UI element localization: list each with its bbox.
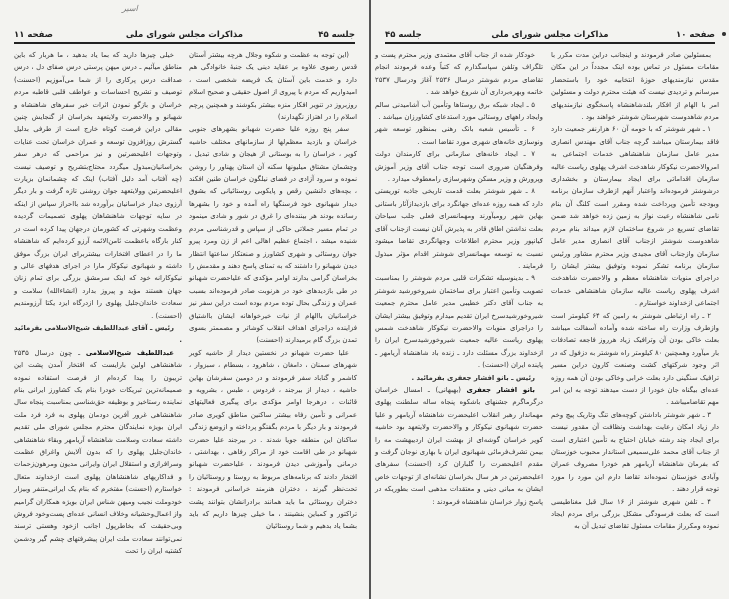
bullet-mark	[722, 32, 726, 36]
paragraph-text: رئیس ـ بانو افشار جعفری بفرمائید .	[411, 373, 535, 382]
chair-remark	[14, 322, 182, 347]
speaker-name: بانو افشار جعفری	[466, 385, 535, 394]
paragraph	[375, 49, 543, 99]
session-number: جلسه ۴۵	[318, 30, 355, 40]
paragraph	[14, 347, 182, 558]
paragraph	[551, 409, 719, 496]
text-column-left	[14, 49, 182, 558]
paragraph-text: ۱ ـ شهر شوشتر که با حومه آن ۶۰ هزارنفر جمعیت دارد فاقد بیمارستان میباشد گرچه جناب آقای مهندس انصاری مدیر عامل سازمان شاهنشاهی خدمات اجتماعی به امروالاحضرت نیکوکار شاهدخت اشرف پهلوی ریاست عالیه سازمان اقداماتی برای ایجاد بیمارستان و بخشداری درشوشتر فرموده‌اند واعتبار آنهم ازطرف سازمان برنامه وبودجه تأمین وپرداخت شده ومقرر است کلنگ آن بنام نامی شاهنشاه رعیت نواز به زمین زده خواهد شد ضمن تقاضای تسریع در شروع ساختمان لازم میداند بنام مردم شاهدوست شوشتر ازجناب آقای انصاری مدیر عامل سازمان وازجناب آقای مجیدی وزیر محترم مشاور ورئیس سازمان برنامه تشکر نموده وتوفیق بیشتر ایشان را دراجرای منویات شاهنشاه معظم و والاحضرت شاهدخت اشرف پهلوی ریاست عالیه سازمان شاهنشاهی خدمات اجتماعی ازخداوند خواستارم .	[551, 125, 719, 308]
text-column-right	[551, 49, 719, 533]
paragraph-text: ۲ ـ راه ارتباطی شوشتر به رامین که ۶۴ کیلومتر است وازطرف وزارت راه ساخته شده وآماده آسفالت میباشد بعلت خاکی بودن آن وترافیک زیاد هرروز فاجعه تصادفات بار میآورد وهمچنین ۸۰ کیلومتر راه شوشتر به دزفول که در اثر وجود شرکتهای کشت وصنعت کارون دراین مسیر ترافیک سنگینی دارد بعلت خرابی وخاکی بودن آن همه روزه عده‌ای بیگناه جان خودرا از دست میدهند توجه به این امر مهم تقاضامیباشد .	[551, 311, 719, 407]
right-page	[371, 0, 729, 599]
page-header	[14, 30, 355, 44]
paragraph	[551, 496, 719, 533]
paragraph-text: (این توجه به عظمت و شکوه وجلال هرچه بیشتر آستان قدس رضوی علاوه بر عقاید دینی یک جنبهٔ خانوادگی هم دارد و خدمت باین آستان یک فریضه شخصی است ، امیدواریم که مردم با پیروی از اصول حقیقی و صحیح اسلام روزبروز در تنویر افکار منزه بیشتر بکوشند و همچنین پرچم اسلام را در اهتزاز نگهدارند)	[189, 51, 357, 122]
paragraph-text: ۶ ـ تأسیس شعبه بانک رهنی بمنظور توسعه شهر ونوسازی خانه‌های شهری مورد تقاضا است .	[375, 125, 543, 146]
paragraph	[375, 272, 543, 371]
text-column-right	[189, 49, 357, 533]
paragraph-text: ۴ ـ تلفن شهری شوشتر از ۱۶ سال قبل مغناطیسی است که بعلت فرسودگی مشکل بزرگی برای مردم ایجاد نموده ومکرراز مقامات مسئول تقاضای تبدیل آن به	[551, 497, 719, 531]
paragraph-text: ۹ ـ بدینوسیله تشکرات قلبی مردم شوشتر را بمناسبت تصویب وتأمین اعتبار برای ساختمان شیروخورشید شوشتر به جناب آقای دکتر خطیبی مدیر عامل محترم جمعیت شیروخورشیدسرخ ایران تقدیم میدارم وتوفیق بیشتر ایشان را دراجرای منویات والاحضرت نیکوکار شاهدخت شمس پهلوی ریاست عالیه جمعیت شیروخورشیدسرخ ایران را ازخداوند بزرگ مسئلت دارد ـ زنده باد شاهنشاه آریامهر ـ پاینده ایران (احسنت) .	[375, 274, 543, 370]
paragraph-text: ۳ ـ شهر شوشتر باداشتن کوچه‌های تنگ وتاریک پیچ وخم دار زیاد امکان رعایت بهداشت ونظافت آن مقدور نیست برای ایجاد چند رشته خیابان احتیاج به تأمین اعتباری است از جناب آقای محمد علی‌سمیعی استاندار محبوب خوزستان که بفرمان شاهنشاه آریامهر هم خودرا مصروف عمران وآبادی خوزستان نموده‌اند تقاضا دارم این مورد را مورد توجه قرار دهند .	[551, 410, 719, 494]
page-header	[385, 30, 715, 44]
paragraph-text: خیلی چیزها دارید که بما یاد بدهید ، ما هربار که باین مناطق میآئیم ـ درس میهن پرستی درس صفای دل ، درس صداقت درس پرکاری را از شما می‌آموزیم (احسنت) توصیف و تشریح احساسات و عواطف قلبی قاطبه مردم خراسان و بازگو نمودن اثرات خیر سفرهای شاهنشاه و شهبانو و والاحضرت ولایتعهد بخراسان از گنجایش چنین مقالی دراین فرصت کوتاه خارج است از طرفی بدلیل گسترش روزافزون توسعه و عمران خراسان تحت عنایات وتوجهات اعلیحضرتین و نیز مراحمی که درهر سفر بخراسانیان‌مبذول میگردد محتاج‌بتشریح و توصیف نیست (چه آفتاب آمد دلیل آفتاب) اینک که چشمانمان بزیارت اعلیحضرتین وولایتعهد جوان روشنی تازه گرفت و بار دیگر آرزوی دیدار خراسانیان برآورده شد بااحراز سپاس از اینکه در سایه توجهات شاهنشاهان پهلوی تصمیمات گردیده وعظمت وشهرتی که کشورمان درجهان پیدا کرده است در کنار بارگاه باعظمت ثامن‌الائمه آرزو کرده‌ایم که شاهنشاه ما را در اعطای افتخارات بیشتربرای ایران بزرگ موفق داشته و شهبانوی نیکوکار مارا در اجرای هدفهای عالی و نیکوکارانه خود که اینک سرمشق بزرگی برای تمام زنان جهان هستند مؤید و پیروز بدارد (انشاءالله) سلامت و سعادت خاندان‌جلیل پهلوی را ازدرگاه ایزد یکتا آرزومندیم (احسنت) .	[14, 51, 182, 320]
speaker-name: عبداللطیف شیخ‌الاسلامی	[85, 348, 175, 357]
page-number: صفحه ۱۱	[14, 30, 53, 40]
paragraph	[375, 384, 543, 508]
paragraph	[551, 123, 719, 309]
paragraph	[189, 347, 357, 533]
paragraph-text: خودکار شده از جناب آقای معتمدی وزیر محترم پست و تلگراف وتلفن سپاسگذارم که کتباً وعده فرمودند انجام تقاضای مردم شوشتر درسال ۲۵۳۶ آغاز ودرسال ۲۵۳۷ خاتمه وبهره‌برداری آن شروع خواهد شد .	[375, 51, 544, 97]
paragraph	[551, 49, 719, 123]
paragraph	[551, 310, 719, 409]
paragraph-text: ۵ ـ ایجاد شبکه برق روستاها وتأمین آب آشامیدنی سالم وایجاد راههای روستائی مورد استدعای کشاورزان میباشد .	[375, 100, 543, 122]
paragraph-text: ۷ ـ ایجاد خانه‌های سازمانی برای کارمندان دولت وفرهنگیان ضروری است توجه جناب آقای وزیر آموزش وپرورش و وزیر مسکن وشهرسازی رامعطوف میدارد .	[375, 150, 543, 184]
handwritten-note: اسیر	[122, 4, 138, 13]
paragraph-text: رئیس ـ آقای عبداللطیف شیخ‌الاسلامی بفرمائید .	[14, 323, 182, 345]
paragraph	[14, 49, 182, 322]
paragraph-text: سفر پنج روزه علیا حضرت شهبانو بشهرهای جنوبی خراسان و بازدید معظم‌لها از سازمانهای مختلف حاشیه کویر ، خراسان را به بوستانی از هیجان و شادی تبدیل ، وچشمان مشتاق میلیونها سکنه آن استان پهناور را روشن نموده و سرود آزادی در فضای نیلگون خراسان طنین افکند ، بچه‌های دلنشین رقص و پایکوبی روستائیانی که بشوق دیدار شهبانوی خود فرسنگها راه آمده و خود را بشهرها رسانده بودند هر بیننده‌ای را غرق در شور و شادی مینمود در تمام مسیر جملاتی حاکی از سپاس و قدرشناسی مردم شنیده میشد ، اجتماع عظیم اهالی اعم از زن ومرد پیرو جوان روستائی و شهری کشاورز و صنعتکار ساعتها انتظار دیدن شهبانو را داشتند که به تمنای پاسخ دهند و مقدمش را بخراسان گرامی بدارند اوامر مؤکدی که علیاحضرت شهبانو در طی بازدیدهای خود در هرنوبت صادر فرموده‌اند بسبب عمران و زندگی بحال توده مردم بوده است دراین سفر نیز خراسانیان باالهام از نیات خیرخواهانه ایشان بااشتیاق فزاینده دراجرای اهداف انقلاب کوشاتر و مصممتر بسوی تمدن بزرگ گام برمیدارند (احسنت)	[189, 125, 357, 345]
paragraph-text: علیا حضرت شهبانو در نخستین دیدار از حاشیه کویر شهرهای سمنان ، دامغان ، شاهرود ، بسطام ، سبزوار ، کاشمر و گناباد سفر فرمودند و در دومین سفرشان بهاین حاشیه ، دیدار از بیرجند ، فردوس ، طبس ، بشرویه و قائنات ، درهرجا اوامر مؤکدی برای پیگیری فعالیتهای عمرانی و تأمین رفاه بیشتر ساکنین مناطق کویری صادر فرمودند و بار دیگر با مردم بگفتگو پرداخته و ازوضع زندگی ساکنان این منطقه جویا شدند . در بیرجند علیا حضرت شهبانو در طی اقامت خود از مراکز رفاهی ، بهداشتی ، درمانی وآموزشی دیدن فرمودند ، علیاحضرت شهبانو افتخار دادند که برنامه‌های مربوط به روستا و روستائیان را تحت‌نظر گیرند ، دختران هنرمند خراسانی فرمودند : دختران روستائی ما باید همانند برادرانشان بتوانند پشت تراکتور و کمباین بنشینند ، ما خیلی چیزها داریم که باید بشما یاد بدهیم و شما روستائیان	[189, 348, 357, 531]
running-title: مذاکرات مجلس شورای ملی	[491, 30, 609, 40]
paragraph	[189, 49, 357, 123]
paragraph-text: بمسئولین صادر فرمودند و اینجانب دراین مدت مکرر با مقامات مسئول در تماس بوده اینک مجدداً در این مکان مقدس نیازمندیهای حوزهٔ انتخابیه خود را باستحضار میرسانم و تردیدی نیست که هیئت محترم دولت و مسئولین امر با الهام از افکار بلندشاهنشاه پاسخگوی نیازمندیهای مردم شاهدوست شهرستان شوشتر خواهند بود .	[551, 51, 719, 122]
paragraph	[189, 123, 357, 346]
paragraph	[375, 148, 543, 185]
text-column-left	[375, 49, 543, 508]
paragraph	[375, 99, 543, 124]
paragraph	[375, 185, 543, 272]
page-number: صفحه ۱۰	[676, 30, 715, 40]
paragraph	[375, 123, 543, 148]
running-title: مذاکرات مجلس شورای ملی	[125, 30, 244, 40]
session-number: جلسه ۴۵	[385, 30, 422, 40]
paragraph-text: ۸ ـ شهر شوشتر بعلت قدمت تاریخی جاذبه توریستی دارد که همه روزه عده‌ای جهانگرد برای بازدیدازآثار باستانی بهاین شهر رومیآورند ومهمانسرای فعلی جلب سیاحان بعلت نداشتن اطاق قادر به پذیرش آنان نیست ازجناب آقای کیانپور وزیر محترم اطلاعات وجهانگردی تقاضا میشود نسبت به توسعه مهمانسرای شوشتر اقدام مؤثر مبذول فرمایند .	[375, 187, 543, 270]
chair-remark	[375, 372, 543, 384]
paragraph-text: ـ چون درسال ۲۵۳۵ شاهنشاهی اولین بارایست که افتخار آمدن پشت این تریبون را پیدا کرده‌ام از فرصت استفاده نموده صمیمانه‌ترین تبریکات خودرا بنام یک کشاورز ایرانی بنام نماینده رستاخیز و بوظیفه حق‌شناسی بمناسبت پنجاه سال شاهنشاهی غرور آفرین دودمان پهلوی به فرد فرد ملت ایران بویژه نمایندگان محترم مجلس شورای ملی تقدیم داشته سعادت وسلامت شاهنشاه آریامهر وبقاء شاهنشاهی خاندان‌جلیل پهلوی را که بدون آلایش واغراق عظمت وسرافرازی و استقلال ایران وایرانی مدیون ومرهون‌زحمات و فداکاریهای شاهنشاهان پهلوی است ازخداوند متعال خواستارم (احسنت) مفتخرم که بنام یک ایرانی‌متنفر وبیزار خودوملت نجیب ومیهن شناس ایران بویژه همکاران گرامیم واز اعمال‌وحشیانه وخلاف انسانی عده‌ای پست‌وخود فروش وبی‌حقیقت که بخاطرپول اجانب ازخود وهستی ترسند نمی‌توانند سعادت ملت ایران پیشرفتهای چشم گیر ودشمن کشتیه ایران را تحت	[14, 348, 182, 556]
paragraph-text: (بهبهانی) ـ امسال خراسان درگرماگرم جشنهای باشکوه پنجاه ساله سلطنت پهلوی مهماندار رهبر انقلاب اعلیحضرت شاهنشاه آریامهر و علیا حضرت شهبانوی نیکوکار و والاحضرت ولایتعهد بود حاشیه کویر خراسان گوشه‌ای از بهشت ایران اردیبهشت مه را بیمن تشرف‌فرمائی شهبانوی ایران با بهاری نوجان گرفت و مقدم اعلیحضرت را گلباران کرد (احسنت) سفرهای اعلیحضرتین در هر سال بخراسان نشانه‌ای از توجهات خاص ایشان به مبانی دینی و معتقدات مذهبی است بطوریکه در پاسخ زوار خراسان شاهنشاه فرمودند :	[375, 385, 543, 506]
